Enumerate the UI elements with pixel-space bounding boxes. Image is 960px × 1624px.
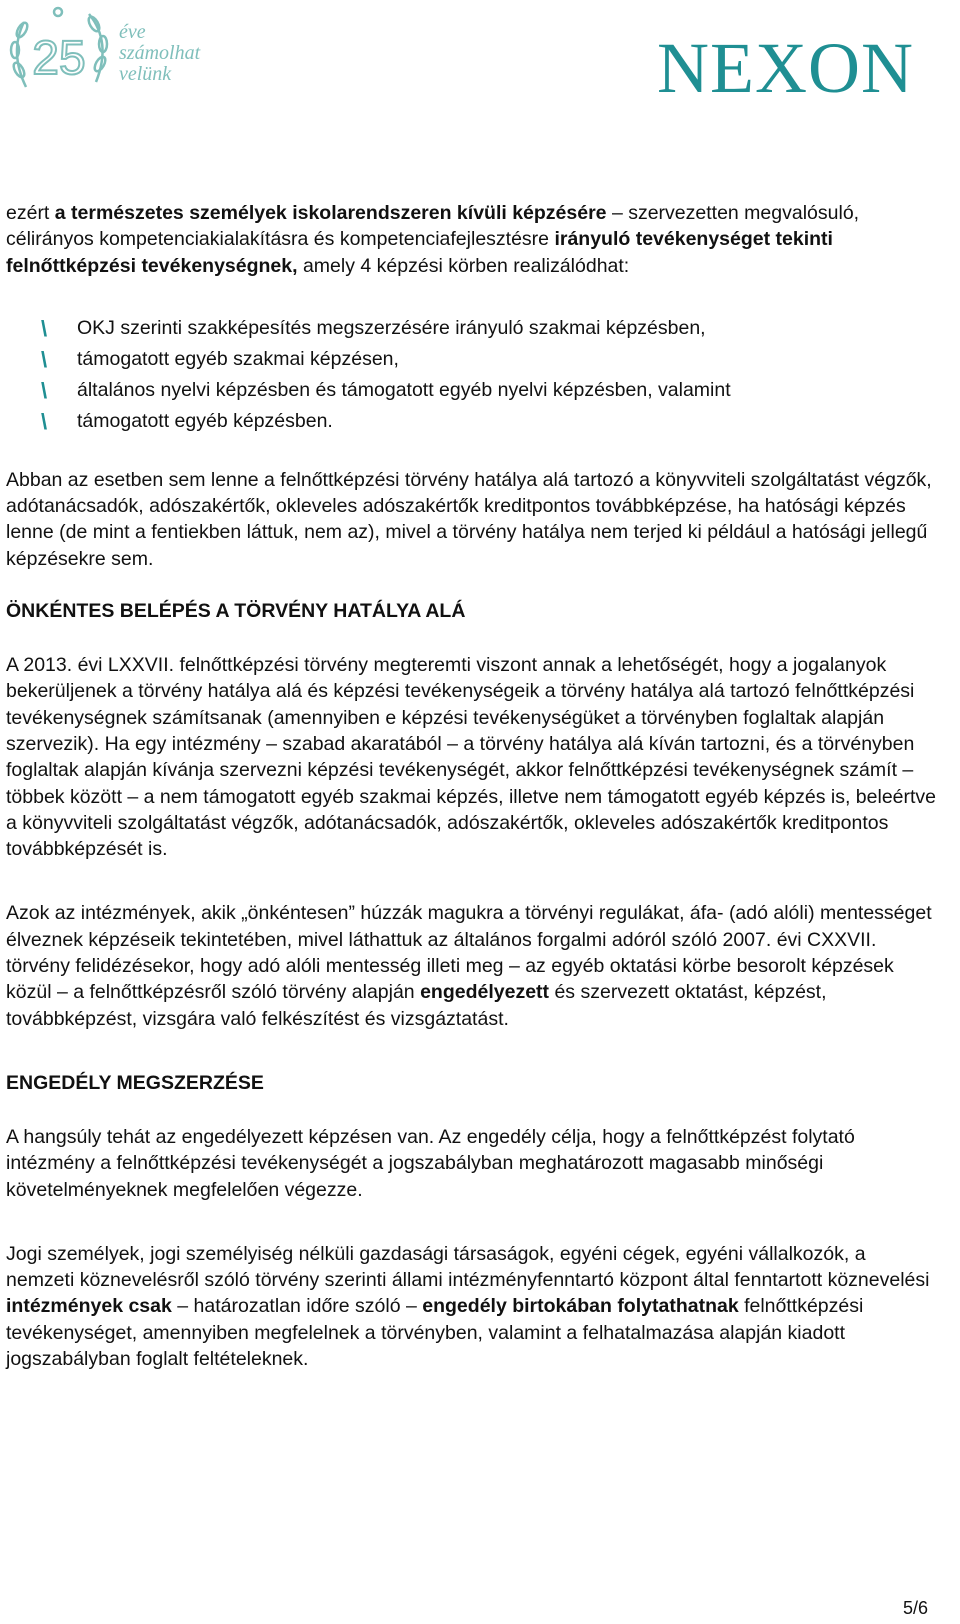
paragraph-permit-holders bbox=[6, 1241, 936, 1372]
text-span: ezért bbox=[6, 202, 55, 224]
nexon-logo: NEXON bbox=[657, 28, 914, 108]
anniversary-logo-text bbox=[119, 22, 200, 85]
paragraph-voluntary: A 2013. évi LXXVII. felnőttképzési törvény megteremti viszont annak a lehetőségét, hogy a jogalanyok bekerüljenek a törvény hatálya alá és képzési tevékenységeik a törvény hatálya alá tartozó felnőttképzési tevékenységnek számítsanak (amennyiben e képzési tevékenységüket a törvényben foglaltak alapján szervezik). Ha egy intézmény – szabad akaratából – a törvény hatálya alá kíván tartozni, és a törvényben foglaltak alapján kívánja szervezni képzési tevékenységét, akkor felnőttképzési tevékenységnek számít – többek között – a nem támogatott egyéb szakmai képzés, illetve nem támogatott egyéb képzés is, beleértve a könyvviteli szolgáltatást végzők, adótanácsadók, adószakértők, okleveles adószakértők kreditpontos továbbképzését is. bbox=[6, 654, 937, 861]
text-span: – határozatlan időre szóló – bbox=[171, 1295, 423, 1318]
logo-line: éve bbox=[119, 21, 146, 43]
paragraph-intro bbox=[6, 200, 936, 279]
section-heading-voluntary: ÖNKÉNTES BELÉPÉS A TÖRVÉNY HATÁLYA ALÁ bbox=[6, 600, 466, 623]
bold-text: intézmények csak bbox=[6, 1295, 172, 1318]
bullet-marker-icon: \ bbox=[41, 346, 48, 372]
page-number: 5/6 bbox=[902, 1598, 928, 1618]
bold-text: irányuló tevékenységet tekinti felnőttképzési tevékenységnek, bbox=[6, 228, 833, 277]
text-span: – szervezetten megvalósuló, célirányos kompetenciakialakításra és kompetenciafejlesztésre bbox=[6, 202, 860, 251]
list-item bbox=[6, 406, 936, 437]
bullet-marker-icon: \ bbox=[41, 408, 48, 434]
bold-text: engedélyezett bbox=[420, 981, 550, 1004]
bullet-marker-icon: \ bbox=[41, 315, 48, 341]
list-item-text: általános nyelvi képzésben és támogatott egyéb nyelvi képzésben, valamint bbox=[77, 378, 731, 401]
text-span: Jogi személyek, jogi személyiség nélküli gazdasági társaságok, egyéni cégek, egyéni vállalkozók, a nemzeti köznevelésről szóló törvény szerinti állami intézményfenntartó központ által fenntartott köznevelési bbox=[6, 1242, 930, 1292]
text-span: amely 4 képzési körben realizálódhat: bbox=[297, 254, 630, 277]
text-span: és szervezett oktatást, képzést, továbbképzést, vizsgára való felkészítést és vizsgáztatást. bbox=[6, 981, 827, 1030]
list-item bbox=[6, 344, 936, 375]
bullet-marker-icon: \ bbox=[41, 377, 48, 403]
list-item-text: OKJ szerinti szakképesítés megszerzésére irányuló szakmai képzésben, bbox=[77, 316, 706, 339]
paragraph-permit-purpose: A hangsúly tehát az engedélyezett képzésen van. Az engedély célja, hogy a felnőttképzést folytató intézmény a felnőttképzési tevékenységét a jogszabályban meghatározott magasabb minőségi követelményeknek megfelelően végezze. bbox=[6, 1125, 855, 1201]
wreath-icon bbox=[4, 2, 114, 102]
training-types-list bbox=[6, 313, 936, 437]
logo-line: velünk bbox=[119, 63, 172, 85]
bold-text: engedély birtokában folytathatnak bbox=[422, 1295, 739, 1318]
logo-line: számolhat bbox=[119, 42, 201, 64]
text-span: Azok az intézmények, akik „önkéntesen” húzzák magukra a törvényi regulákat, áfa- (adó alóli) mentességet élveznek képzéseik tekintetében, mivel láthattuk az általános forgalmi adóról szóló 2007. évi CXXVII. törvény felidézésekor, hogy adó alóli mentesség illeti meg – az egyéb oktatási körbe besorolt képzések közül – a felnőttképzésről szóló törvény alapján bbox=[6, 902, 932, 1004]
paragraph-vat-exemption bbox=[6, 900, 936, 1031]
paragraph-not-in-scope: Abban az esetben sem lenne a felnőttképzési törvény hatálya alá tartozó a könyvviteli szolgáltatást végzők, adótanácsadók, adószakértők, okleveles adószakértők kreditpontos továbbképzése, ha hatósági képzés lenne (de mint a fentiekben láttuk, nem az), mivel a törvény hatálya nem terjed ki például a hatósági jellegű képzésekre sem. bbox=[6, 468, 932, 570]
bold-text: a természetes személyek iskolarendszeren kívüli képzésére bbox=[54, 202, 607, 224]
text-span: felnőttképzési tevékenységet, amennyiben megfelelnek a törvényben, valamint a felhatalmazása alapján kiadott jogszabályban foglalt feltételeknek. bbox=[6, 1295, 864, 1371]
section-heading-permit: ENGEDÉLY MEGSZERZÉSE bbox=[6, 1071, 264, 1094]
page-header bbox=[0, 0, 960, 120]
list-item-text: támogatott egyéb szakmai képzésen, bbox=[77, 347, 399, 370]
list-item bbox=[6, 375, 936, 406]
list-item-text: támogatott egyéb képzésben. bbox=[77, 409, 333, 432]
document-body bbox=[6, 200, 936, 1372]
list-item bbox=[6, 313, 936, 344]
anniversary-logo bbox=[4, 2, 244, 102]
anniversary-number: 25 bbox=[32, 32, 86, 85]
